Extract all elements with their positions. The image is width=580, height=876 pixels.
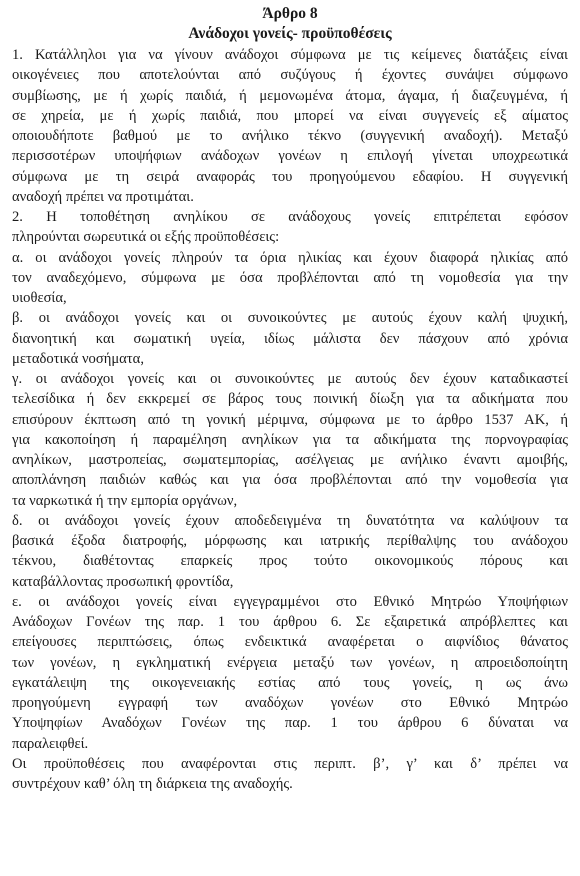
text-line: ανηλίκων, μαστροπείας, σωματεμπορίας, ασέλγειας με ανήλικο έναντι αμοιβής, xyxy=(12,452,568,468)
text-line: επείγουσες περιπτώσεις, όπως ενδεικτικά αναφέρεται ο αιφνίδιος θάνατος xyxy=(12,634,568,651)
article-body xyxy=(12,45,568,794)
text-line: 1. Κατάλληλοι για να γίνουν ανάδοχοι σύμφωνα με τις κείμενες διατάξεις είναι xyxy=(12,47,568,63)
text-line: Οι προϋποθέσεις που αναφέρονται στις περιπτ. β’, γ’ και δ’ πρέπει να xyxy=(12,755,568,772)
text-line: καταβάλλοντας προσωπική φροντίδα, xyxy=(12,573,234,590)
text-line: οποιουδήποτε βαθμού με το ανήλικο τέκνο (συγγενική αναδοχή). Μεταξύ xyxy=(12,128,568,144)
text-line: σε χηρεία, με ή χωρίς παιδιά, που μπορεί να είναι συγγενείς εξ αίματος xyxy=(12,107,568,124)
text-line: σύμφωνα με τη σειρά αναφοράς του προηγούμενου εδαφίου. Η συγγενική xyxy=(12,168,568,185)
text-line: επισύρουν έκπτωση από τη γονική μέριμνα, σύμφωνα με το άρθρο 1537 ΑΚ, ή xyxy=(12,411,568,428)
text-line: α. οι ανάδοχοι γονείς πληρούν τα όρια ηλικίας και έχουν διαφορά ηλικίας από xyxy=(12,249,568,266)
text-line: των γονέων, η εγκληματική ενέργεια μεταξύ των γονέων, η απροειδοποίητη xyxy=(12,654,568,671)
text-line: βασικά έξοδα διατροφής, μόρφωσης και ιατρικής περίθαλψης του ανάδοχου xyxy=(12,533,568,549)
text-line: διανοητική και σωματική υγεία, ιδίως μάλιστα δεν πάσχουν από χρόνια xyxy=(12,330,568,347)
text-line: αναδοχή πρέπει να προτιμάται. xyxy=(12,188,194,205)
text-line: Ανάδοχων Γονέων της παρ. 1 του άρθρου 6. Σε εξαιρετικά απρόβλεπτες και xyxy=(12,614,568,630)
text-line: β. οι ανάδοχοι γονείς και οι συνοικούντες με αυτούς έχουν καλή ψυχική, xyxy=(12,310,568,327)
text-line: τον αναδεχόμενο, σύμφωνα με όσα προβλέπονται από τη νομοθεσία για την xyxy=(12,269,568,286)
text-line: εγκατάλειψη της οικογενειακής εστίας από τους γονείς, η ως άνω xyxy=(12,674,568,691)
text-line: 2. Η τοποθέτηση ανηλίκου σε ανάδοχους γονείς επιτρέπεται εφόσον xyxy=(12,209,568,225)
text-line: για κακοποίηση ή παραμέληση ανηλίκων για τα αδικήματα της πορνογραφίας xyxy=(12,431,568,448)
text-line: περισσοτέρων υποψήφιων ανάδοχων γονέων η επιλογή γίνεται υποχρεωτικά xyxy=(12,148,568,165)
text-line: συμβίωσης, με ή χωρίς παιδιά, ή μεμονωμένα άτομα, άγαμα, ή διαζευγμένα, ή xyxy=(12,87,568,104)
text-line: τέκνου, διαθέτοντας επαρκείς προς τούτο οικονομικούς πόρους και xyxy=(12,553,568,570)
text-line: προηγούμενη εγγραφή των αναδόχων γονέων στο Εθνικό Μητρώο xyxy=(12,695,568,711)
text-line: τα ναρκωτικά ή την εμπορία οργάνων, xyxy=(12,492,238,509)
text-line: συντρέχουν καθ’ όλη τη διάρκεια της αναδοχής. xyxy=(12,776,293,792)
text-line: Υποψηφίων Αναδόχων Γονέων της παρ. 1 του άρθρου 6 δύναται να xyxy=(12,715,568,732)
article-title: Ανάδοχοι γονείς- προϋποθέσεις xyxy=(188,25,392,42)
text-line: υιοθεσία, xyxy=(12,290,67,306)
text-line: αποπλάνηση παιδιών καθώς και για όσα προβλέπονται από την νομοθεσία για xyxy=(12,472,568,489)
text-line: δ. οι ανάδοχοι γονείς έχουν αποδεδειγμένα τη δυνατότητα να καλύψουν τα xyxy=(12,512,568,529)
text-line: ε. οι ανάδοχοι γονείς είναι εγγεγραμμένοι στο Εθνικό Μητρώο Υποψήφιων xyxy=(12,593,568,610)
article-number: Άρθρο 8 xyxy=(262,5,318,22)
text-line: γ. οι ανάδοχοι γονείς και οι συνοικούντες με αυτούς δεν έχουν καταδικαστεί xyxy=(12,371,568,387)
text-line: τελεσίδικα ή δεν εκκρεμεί σε βάρος τους ποινική δίωξη για τα αδικήματα που xyxy=(12,391,568,408)
text-line: οικογένειες που αποτελούνται από συζύγους ή έχοντες συνάψει σύμφωνο xyxy=(12,67,568,84)
text-line: παραλειφθεί. xyxy=(12,735,89,752)
text-line: πληρούνται σωρευτικά οι εξής προϋποθέσεις: xyxy=(12,229,280,246)
text-line: μεταδοτικά νοσήματα, xyxy=(12,350,144,367)
